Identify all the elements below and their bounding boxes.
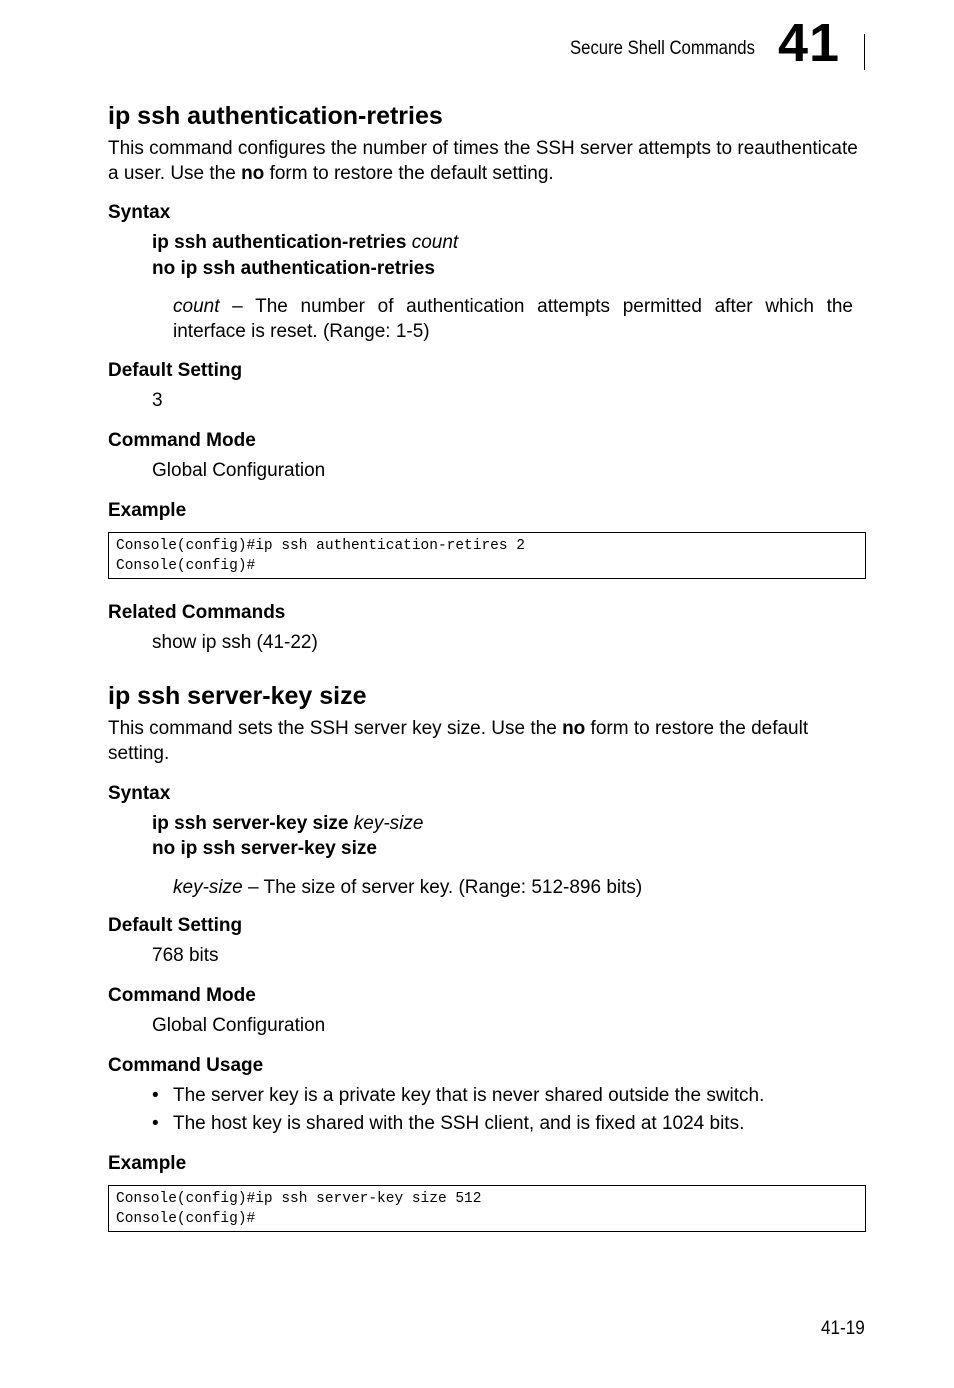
command-mode-value: Global Configuration <box>152 460 326 481</box>
usage-text: The host key is shared with the SSH client, and is fixed at 1024 bits. <box>173 1113 745 1134</box>
command-mode-value: Global Configuration <box>152 1015 326 1036</box>
param-text: – The size of server key. (Range: 512-896 bits) <box>242 877 643 898</box>
default-setting-heading: Default Setting <box>108 915 243 936</box>
syntax-argument: count <box>411 232 459 253</box>
usage-text: The server key is a private key that is never shared outside the switch. <box>173 1085 765 1106</box>
syntax-command: ip ssh authentication-retries <box>152 232 407 253</box>
list-item <box>152 1113 744 1135</box>
syntax-line <box>152 230 458 256</box>
syntax-command: ip ssh server-key size <box>152 813 349 834</box>
command-usage-heading: Command Usage <box>108 1055 264 1076</box>
syntax-heading: Syntax <box>108 783 171 804</box>
command-mode-heading: Command Mode <box>108 430 256 451</box>
desc-text: This command configures the number of times the SSH server attempts to reauthenticate a user. Use the <box>108 138 858 184</box>
chapter-number: 41 <box>778 13 841 73</box>
syntax-argument: key-size <box>353 813 424 834</box>
syntax-heading: Syntax <box>108 202 171 223</box>
default-setting-value: 768 bits <box>152 945 219 966</box>
command-description <box>108 716 868 766</box>
command-mode-heading: Command Mode <box>108 985 256 1006</box>
list-item <box>152 1085 764 1107</box>
related-command-link[interactable]: show ip ssh (41-22) <box>152 632 318 653</box>
syntax-command: no ip ssh authentication-retries <box>152 258 435 279</box>
example-heading: Example <box>108 1153 187 1174</box>
default-setting-heading: Default Setting <box>108 360 243 381</box>
syntax-line <box>152 811 423 837</box>
command-description <box>108 136 868 186</box>
desc-text: form to restore the default setting. <box>264 163 554 184</box>
example-code-block: Console(config)#ip ssh authentication-retires 2 Console(config)# <box>108 532 866 579</box>
running-header: Secure Shell Commands <box>570 38 755 59</box>
example-code-block: Console(config)#ip ssh server-key size 512 Console(config)# <box>108 1185 866 1232</box>
parameter-description <box>173 875 853 900</box>
param-text: – The number of authentication attempts permitted after which the interface is reset. (Range: 1-5) <box>173 296 853 342</box>
bullet-marker: • <box>152 1113 159 1134</box>
syntax-command: no ip ssh server-key size <box>152 838 377 859</box>
desc-text: This command sets the SSH server key size. Use the <box>108 718 563 739</box>
related-commands-heading: Related Commands <box>108 602 286 623</box>
command-title-auth-retries: ip ssh authentication-retries <box>108 102 443 130</box>
command-title-server-key-size: ip ssh server-key size <box>108 682 367 710</box>
syntax-no-line <box>152 256 435 282</box>
param-name: count <box>173 296 220 317</box>
example-heading: Example <box>108 500 187 521</box>
desc-text: form to restore the default setting. <box>108 718 809 764</box>
desc-keyword: no <box>241 163 265 184</box>
parameter-description <box>173 294 853 344</box>
bullet-marker: • <box>152 1085 159 1106</box>
syntax-no-line <box>152 836 377 862</box>
page-number: 41-19 <box>821 1318 865 1339</box>
param-name: key-size <box>173 877 243 898</box>
desc-keyword: no <box>562 718 586 739</box>
default-setting-value: 3 <box>152 390 163 411</box>
header-rule <box>864 34 865 70</box>
